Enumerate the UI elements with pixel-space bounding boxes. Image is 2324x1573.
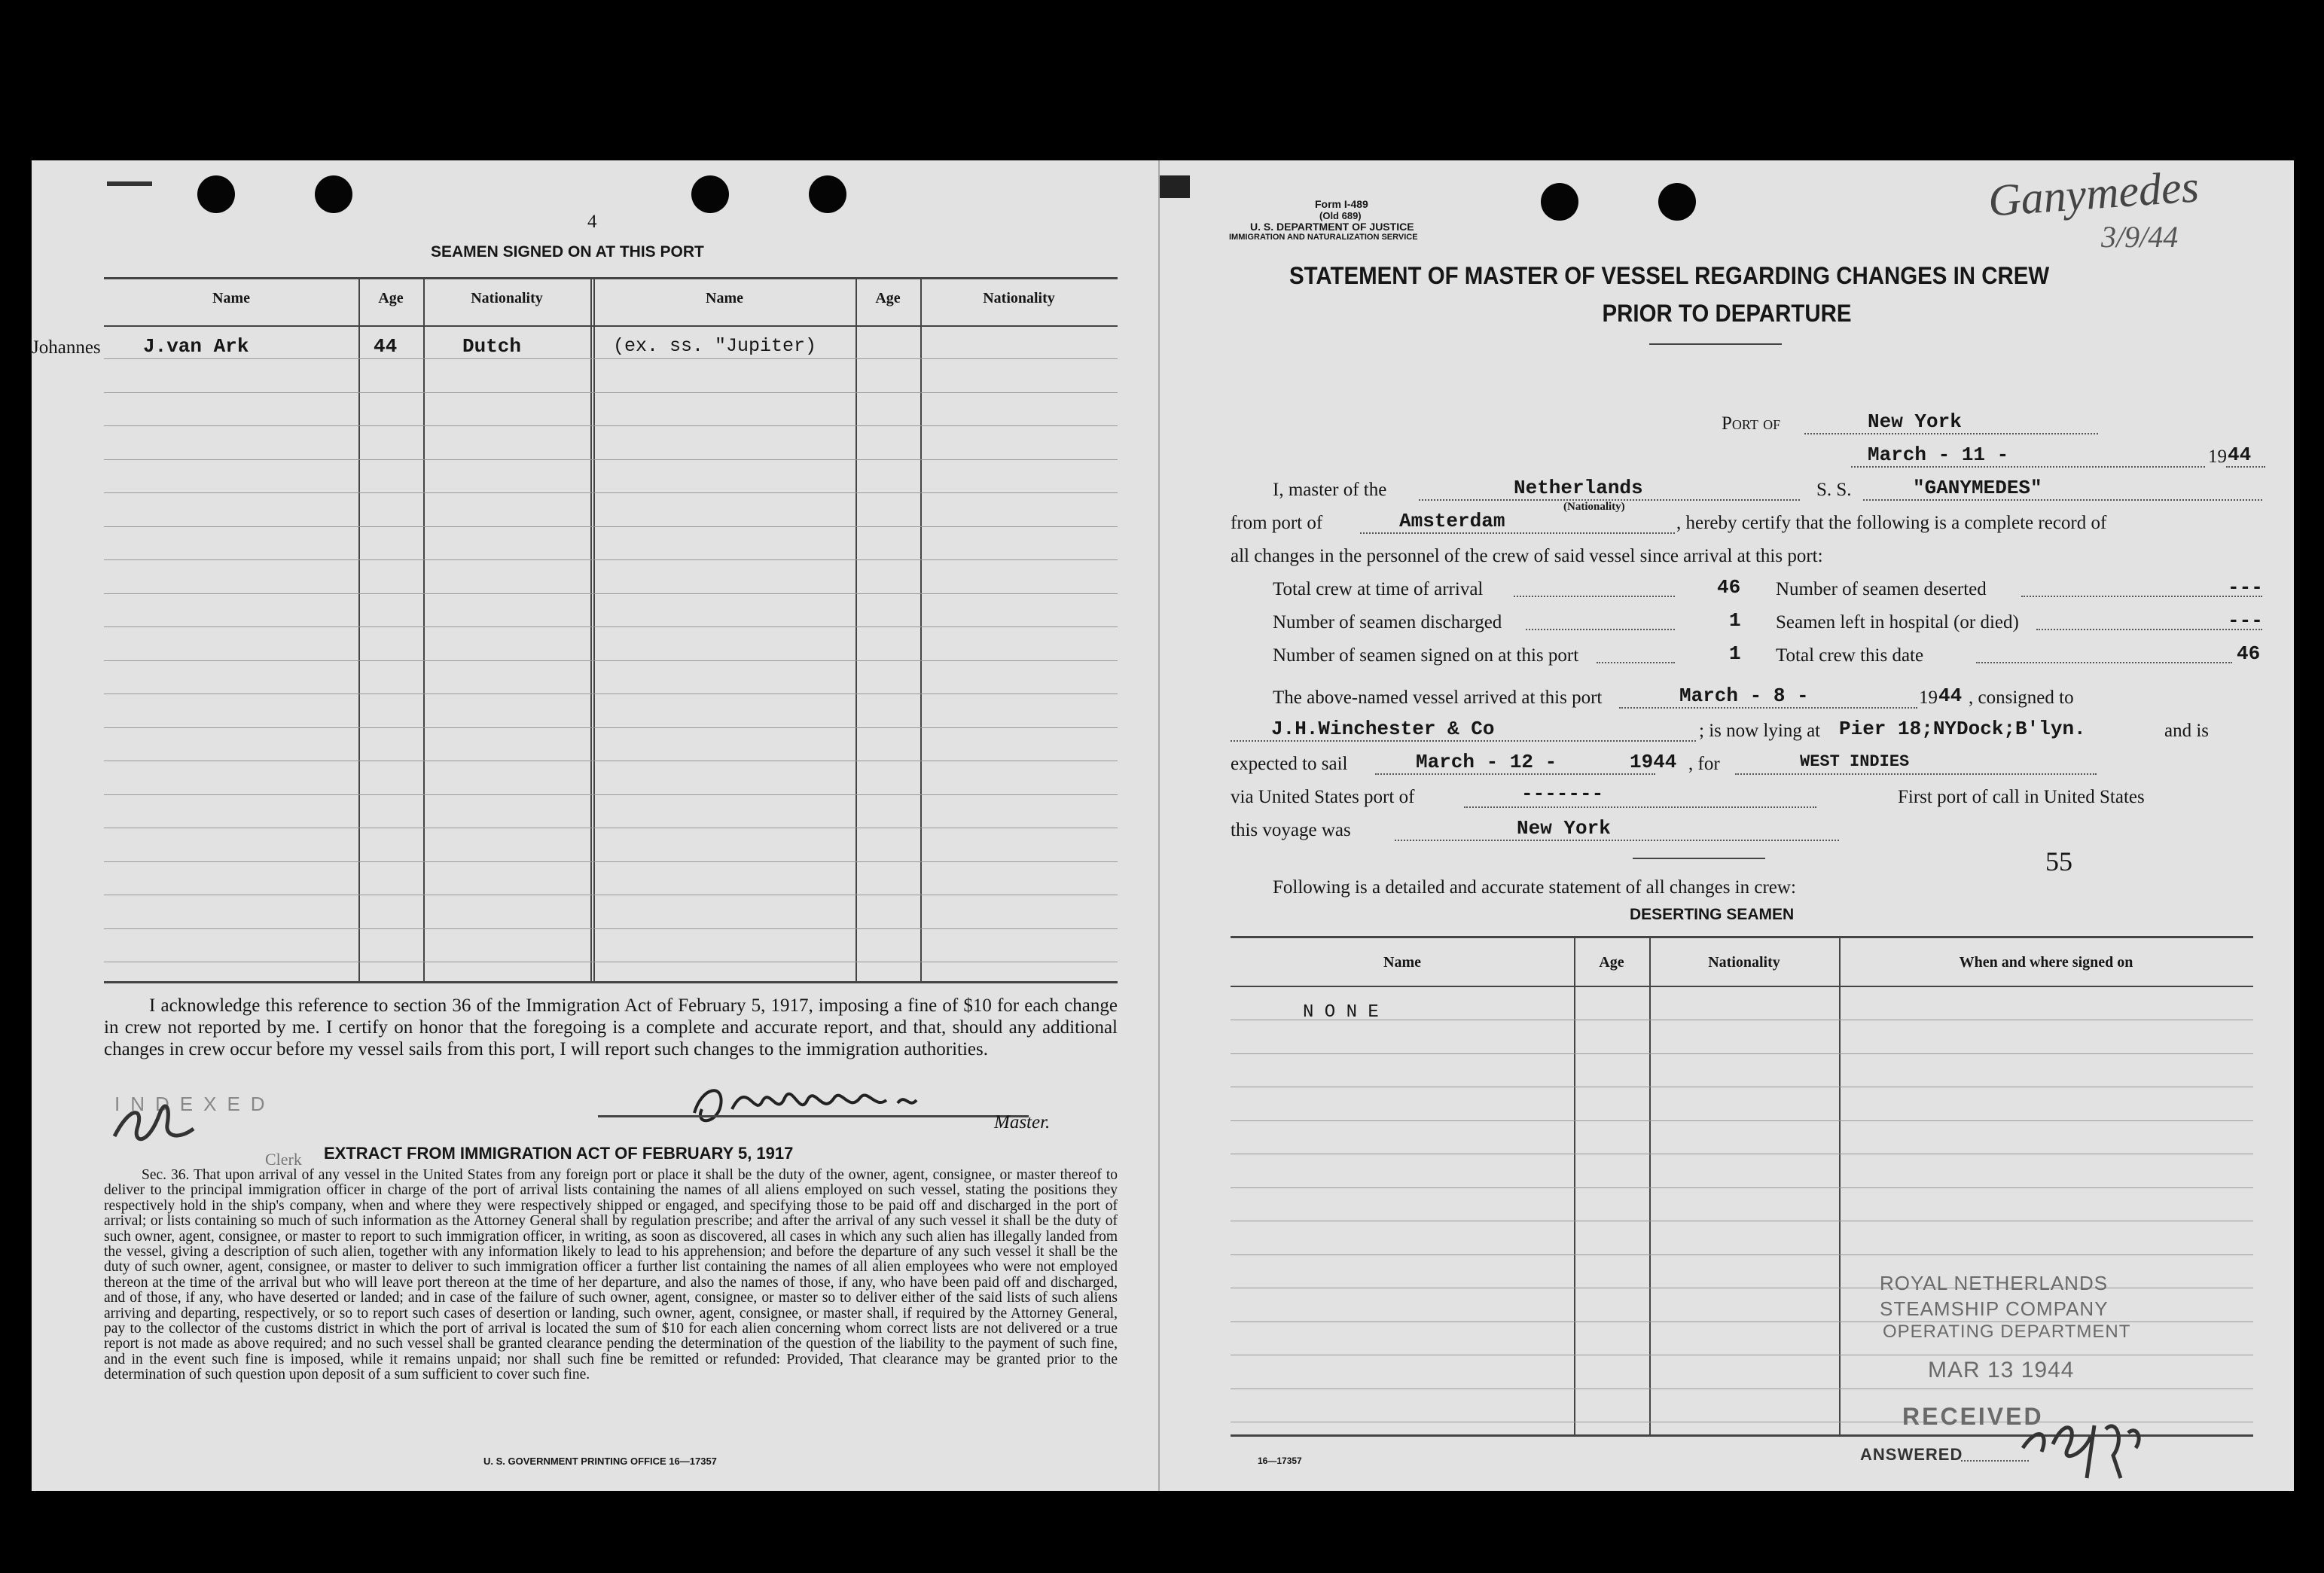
printing-office: U. S. GOVERNMENT PRINTING OFFICE 16—17357 <box>483 1456 717 1467</box>
year-prefix: 19 <box>1919 687 1938 708</box>
table-row-rule <box>104 861 1118 862</box>
and-is-text: and is <box>2164 721 2210 741</box>
for-label: , for <box>1688 754 1720 774</box>
col-header-nationality: Nationality <box>1708 954 1780 971</box>
punch-hole <box>1658 183 1696 221</box>
stat-label: Total crew this date <box>1776 645 1924 666</box>
stat-value: 46 <box>2237 642 2261 665</box>
table-row-rule <box>1231 1053 2253 1054</box>
punch-hole <box>197 175 235 213</box>
stamp-line2: STEAMSHIP COMPANY <box>1880 1297 2109 1320</box>
stat-value: --- <box>2228 576 2263 599</box>
clerk-initials-image <box>107 1099 205 1151</box>
lying-value: Pier 18;NYDock;B'lyn. <box>1839 718 2086 740</box>
table-row-rule <box>104 526 1118 527</box>
lying-label: ; is now lying at <box>1699 721 1821 741</box>
table-row-rule <box>104 928 1118 929</box>
page-count: 55 <box>2045 846 2072 876</box>
seaman-age: 44 <box>374 335 398 358</box>
stamp-line3: OPERATING DEPARTMENT <box>1883 1322 2131 1342</box>
service: IMMIGRATION AND NATURALIZATION SERVICE <box>1229 233 1418 242</box>
seaman-name: J.van Ark <box>143 335 249 358</box>
stat-label: Number of seamen signed on at this port <box>1273 645 1579 666</box>
first-port-label: First port of call in United States <box>1898 787 2145 807</box>
nationality-value: Netherlands <box>1514 477 1643 499</box>
table-row-rule <box>104 459 1118 460</box>
seaman-first-name: Johannes <box>32 337 101 358</box>
master-of-label: I, master of the <box>1273 480 1387 500</box>
extract-text: Sec. 36. That upon arrival of any vessel in the United States from any foreign port or place it shall be the duty of the owner, agent, consignee, or master thereof to deliver to the principal immigration officer in charge of the port of arrival lists containing the names of all aliens employed on such vessel, stating the positions they respectively hold in the ship's company, when and where they were respectively shipped or engaged, and specifying those to be paid off and discharged in the port of arrival; or lists containing so much of such information as the Attorney General shall by regulation prescribe; and after the arrival of any such vessel it shall be the duty of such owner, agent, consignee, or master to report to such immigration officer, in writing, as soon as discovered, all cases in which any such alien has illegally landed from the vessel, giving a description of such alien, together with any information likely to lead to his apprehension; and before the departure of any such vessel it shall be the duty of such owner, agent, consignee, or master to deliver to such immigration officer a further list containing the names of all alien employees who were not employed thereon at the time of the arrival but who will leave port thereon at the time of her departure, and also the names of those, if any, who have been paid off and discharged, and of those, if any, who have deserted or landed; and in case of the failure of such owner, agent, consignee, or master so to deliver either of the said lists of such aliens arriving and departing, respectively, or so to report such cases of desertion or landing, such owner, agent, consignee, or master shall, if required by the Attorney General, pay to the collector of the customs district in which the port of arrival is located the sum of $10 for each alien concerning whom correct lists are not delivered or a true report is not made as above required; and no such vessel shall be granted clearance pending the determination of the question of the liability to the payment of such fine, and in the event such fine is imposed, while it remains unpaid; nor shall such fine be remitted or refunded: Provided, That clearance may be granted prior to the determination of such question upon deposit of a sum sufficient to cover such fine. <box>104 1167 1118 1383</box>
col-header-nationality: Nationality <box>983 290 1055 306</box>
ss-label: S. S. <box>1816 480 1852 500</box>
port-label: Port of <box>1722 413 1781 434</box>
date-value: March - 11 - <box>1868 444 2009 466</box>
punch-mark <box>1160 175 1190 198</box>
table-row-rule <box>1231 1187 2253 1188</box>
stat-value: 1 <box>1729 642 1741 665</box>
voyage-value: New York <box>1517 817 1611 840</box>
deserting-title: DESERTING SEAMEN <box>1630 906 1795 923</box>
clerk-label: Clerk <box>265 1150 302 1169</box>
from-port-label: from port of <box>1231 513 1323 533</box>
answered-initials-image <box>2015 1403 2151 1486</box>
table-row-rule <box>1231 1120 2253 1121</box>
punch-hole <box>691 175 729 213</box>
punch-hole <box>1541 183 1578 221</box>
arrived-label: The above-named vessel arrived at this port <box>1273 687 1603 708</box>
seaman-note: (ex. ss. "Jupiter) <box>613 335 817 357</box>
stat-label: Total crew at time of arrival <box>1273 579 1484 599</box>
right-page <box>1160 160 2294 1491</box>
signature-line <box>598 1115 1029 1117</box>
stat-value: 46 <box>1717 576 1741 599</box>
stat-value: --- <box>2228 609 2263 632</box>
handwritten-date: 3/9/44 <box>2101 220 2179 254</box>
for-value: WEST INDIES <box>1800 752 1910 771</box>
table-row-rule <box>1231 1254 2253 1255</box>
stat-label: Number of seamen deserted <box>1776 579 1987 599</box>
deserting-none: N O N E <box>1303 1002 1379 1023</box>
voyage-label: this voyage was <box>1231 820 1351 840</box>
col-header-age: Age <box>875 290 901 306</box>
form-number: Form I-489 <box>1315 198 1368 210</box>
via-label: via United States port of <box>1231 787 1415 807</box>
col-header-name: Name <box>706 290 743 306</box>
table-row-rule <box>104 727 1118 728</box>
nationality-caption: (Nationality) <box>1563 501 1625 513</box>
extract-title: EXTRACT FROM IMMIGRATION ACT OF FEBRUARY 5, 1917 <box>324 1144 794 1163</box>
arrived-value: March - 8 - <box>1679 684 1809 707</box>
consignee-value: J.H.Winchester & Co <box>1271 718 1495 740</box>
certify-text: , hereby certify that the following is a complete record of <box>1676 513 2107 533</box>
port-value: New York <box>1868 410 1962 433</box>
col-header-name: Name <box>212 290 250 306</box>
indexed-stamp: INDEXED <box>114 1093 276 1115</box>
form-footer: 16—17357 <box>1258 1456 1302 1466</box>
year-value: 44 <box>2228 444 2252 466</box>
stat-label: Number of seamen discharged <box>1273 612 1502 633</box>
left-page <box>32 160 1160 1491</box>
table-row-rule <box>104 358 1118 359</box>
seaman-nationality: Dutch <box>462 335 522 358</box>
table-row-rule <box>104 425 1118 426</box>
stat-value: 1 <box>1729 609 1741 632</box>
table-row-rule <box>104 794 1118 795</box>
ship-value: "GANYMEDES" <box>1913 477 2042 499</box>
table-row-rule <box>104 660 1118 661</box>
department: U. S. DEPARTMENT OF JUSTICE <box>1250 221 1414 233</box>
stat-label: Seamen left in hospital (or died) <box>1776 612 2019 633</box>
section-title: SEAMEN SIGNED ON AT THIS PORT <box>431 243 704 261</box>
table-row-rule <box>104 392 1118 393</box>
table-row-rule <box>104 492 1118 493</box>
stamp-answered: ANSWERED <box>1860 1445 1963 1464</box>
form-old: (Old 689) <box>1319 210 1362 221</box>
arrived-year: 44 <box>1938 684 1963 707</box>
page-number: 4 <box>587 212 597 232</box>
punch-hole <box>315 175 352 213</box>
col-header-signed-on: When and where signed on <box>1959 954 2133 971</box>
punch-mark <box>107 181 152 186</box>
master-label: Master. <box>994 1112 1051 1132</box>
title-rule <box>1649 343 1782 345</box>
punch-hole <box>809 175 846 213</box>
stamp-received: RECEIVED <box>1902 1403 2044 1430</box>
acknowledgement-text: I acknowledge this reference to section 36 of the Immigration Act of February 5, 1917, imposing a fine of $10 for each change in crew not reported by me. I certify on honor that the foregoing is a complete and accurate report, and that, should any additional changes in crew occur before my vessel sails from this port, I will report such changes to the immigration authorities. <box>104 995 1118 1059</box>
handwritten-ship-name: Ganymedes <box>1987 161 2200 226</box>
consigned-label: , consigned to <box>1969 687 2074 708</box>
changes-text: all changes in the personnel of the crew of said vessel since arrival at this port: <box>1231 546 1823 566</box>
via-value: ------- <box>1521 782 1604 805</box>
expected-label: expected to sail <box>1231 754 1348 774</box>
sail-value: March - 12 - <box>1416 751 1557 773</box>
sail-year: 1944 <box>1630 751 1677 773</box>
year-prefix: 19 <box>2208 447 2227 467</box>
form-subtitle: PRIOR TO DEPARTURE <box>1602 300 1852 327</box>
col-header-name: Name <box>1383 954 1421 971</box>
col-header-age: Age <box>378 290 404 306</box>
following-text: Following is a detailed and accurate statement of all changes in crew: <box>1273 877 1796 898</box>
col-header-age: Age <box>1599 954 1624 971</box>
table-row-rule <box>104 559 1118 560</box>
from-port-value: Amsterdam <box>1399 510 1505 532</box>
master-signature-image <box>679 1072 981 1132</box>
stamp-line1: ROYAL NETHERLANDS <box>1880 1272 2109 1294</box>
stamp-date: MAR 13 1944 <box>1928 1358 2075 1382</box>
form-title: STATEMENT OF MASTER OF VESSEL REGARDING CHANGES IN CREW <box>1289 262 2050 289</box>
table-row-rule <box>104 626 1118 627</box>
col-header-nationality: Nationality <box>471 290 543 306</box>
table-row-rule <box>104 593 1118 594</box>
